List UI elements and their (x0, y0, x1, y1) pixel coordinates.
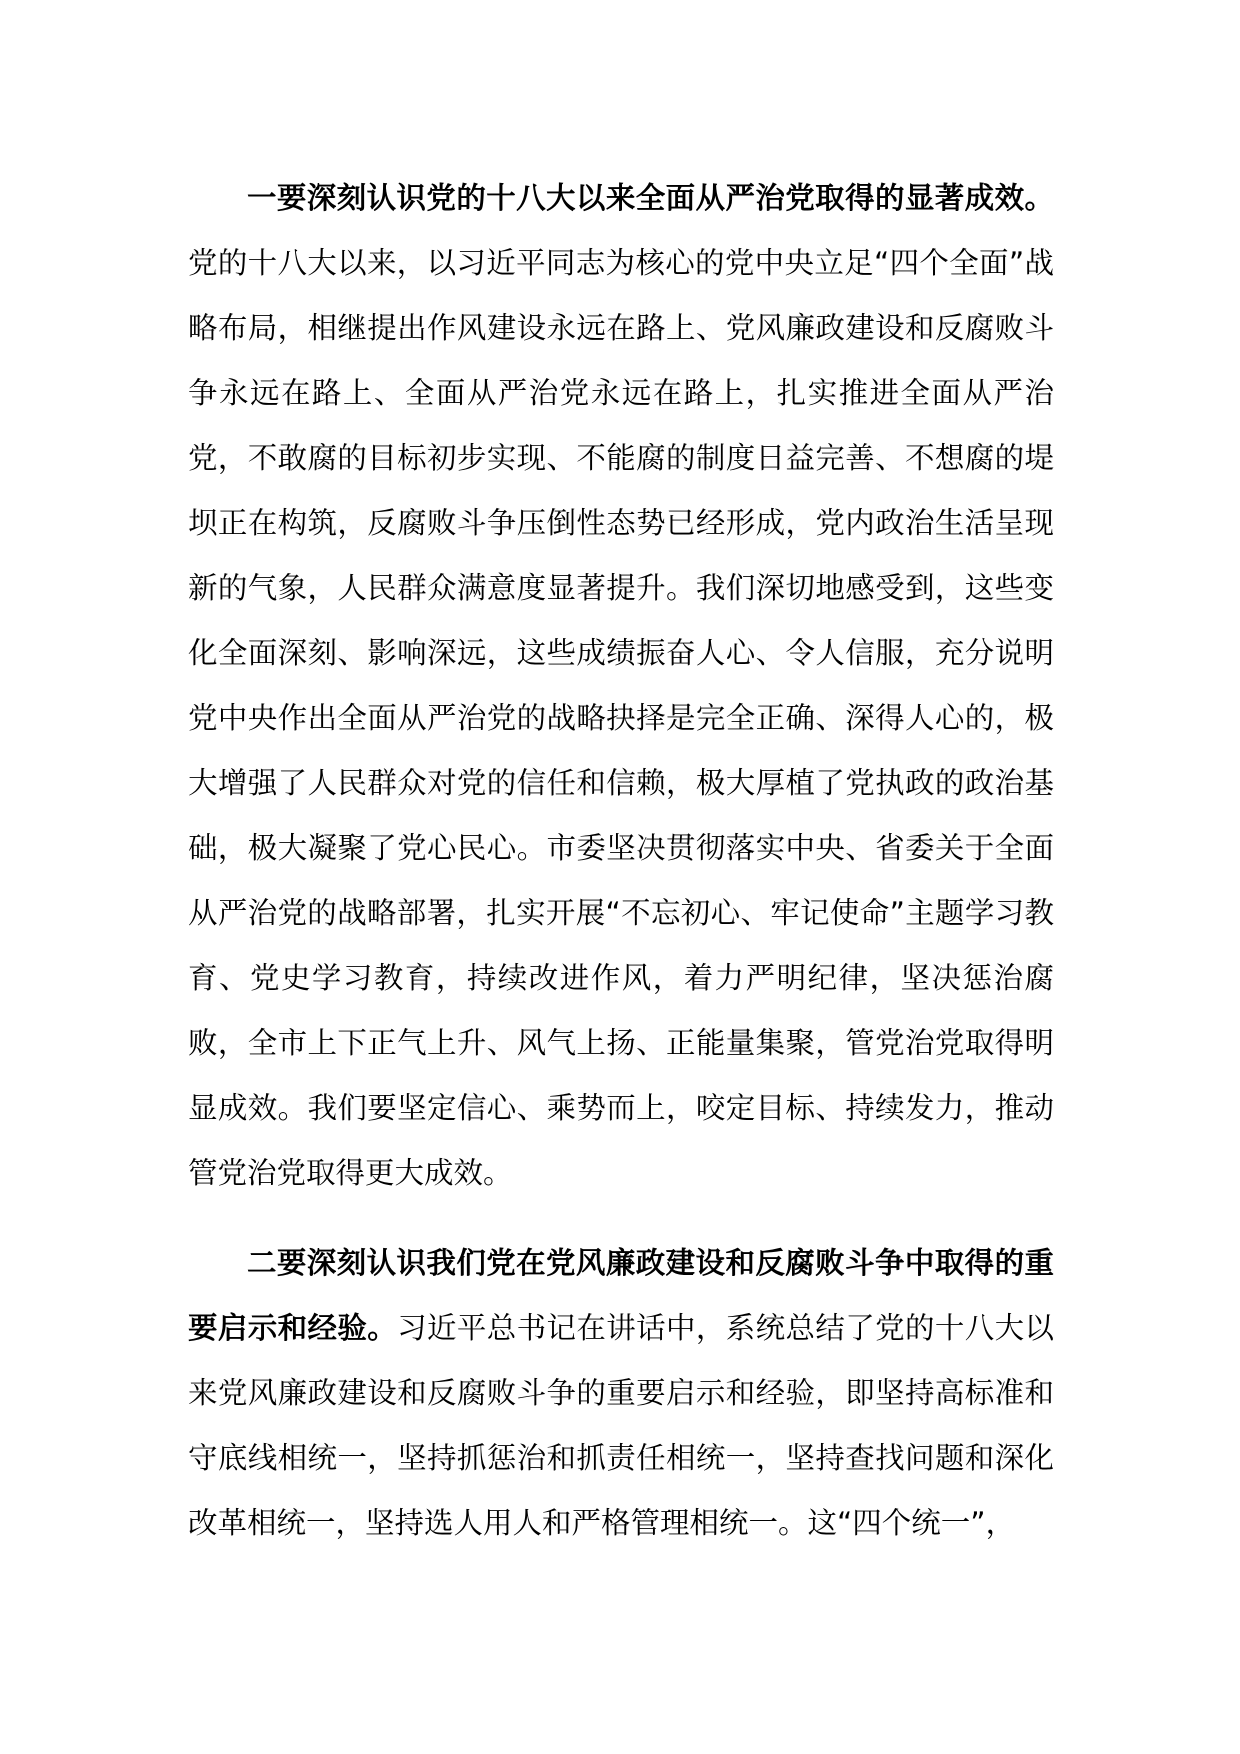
paragraph-1-heading: 一要深刻认识党的十八大以来全面从严治党取得的显著成效。 (247, 181, 1054, 215)
paragraph-2-heading: 二要深刻认识我们党在党风廉政建设和反腐败斗争中取得的重要启示和经验。 (188, 1246, 1054, 1345)
document-body (188, 166, 1054, 1556)
paragraph-1-text: 党的十八大以来，以习近平同志为核心的党中央立足“四个全面”战略布局，相继提出作风建设永远在路上、党风廉政建设和反腐败斗争永远在路上、全面从严治党永远在路上，扎实推进全面从严治党，不敢腐的目标初步实现、不能腐的制度日益完善、不想腐的堤坝正在构筑，反腐败斗争压倒性态势已经形成，党内政治生活呈现新的气象，人民群众满意度显著提升。我们深切地感受到，这些变化全面深刻、影响深远，这些成绩振奋人心、令人信服，充分说明党中央作出全面从严治党的战略抉择是完全正确、深得人心的，极大增强了人民群众对党的信任和信赖，极大厚植了党执政的政治基础，极大凝聚了党心民心。市委坚决贯彻落实中央、省委关于全面从严治党的战略部署，扎实开展“不忘初心、牢记使命”主题学习教育、党史学习教育，持续改进作风，着力严明纪律，坚决惩治腐败，全市上下正气上升、风气上扬、正能量集聚，管党治党取得明显成效。我们要坚定信心、乘势而上，咬定目标、持续发力，推动管党治党取得更大成效。 (188, 246, 1054, 1190)
paragraph-2 (188, 1231, 1054, 1556)
paragraph-1 (188, 166, 1054, 1206)
paragraph-2-text: 习近平总书记在讲话中，系统总结了党的十八大以来党风廉政建设和反腐败斗争的重要启示和经验，即坚持高标准和守底线相统一，坚持抓惩治和抓责任相统一，坚持查找问题和深化改革相统一，坚持选人用人和严格管理相统一。这“四个统一”， (188, 1311, 1054, 1540)
